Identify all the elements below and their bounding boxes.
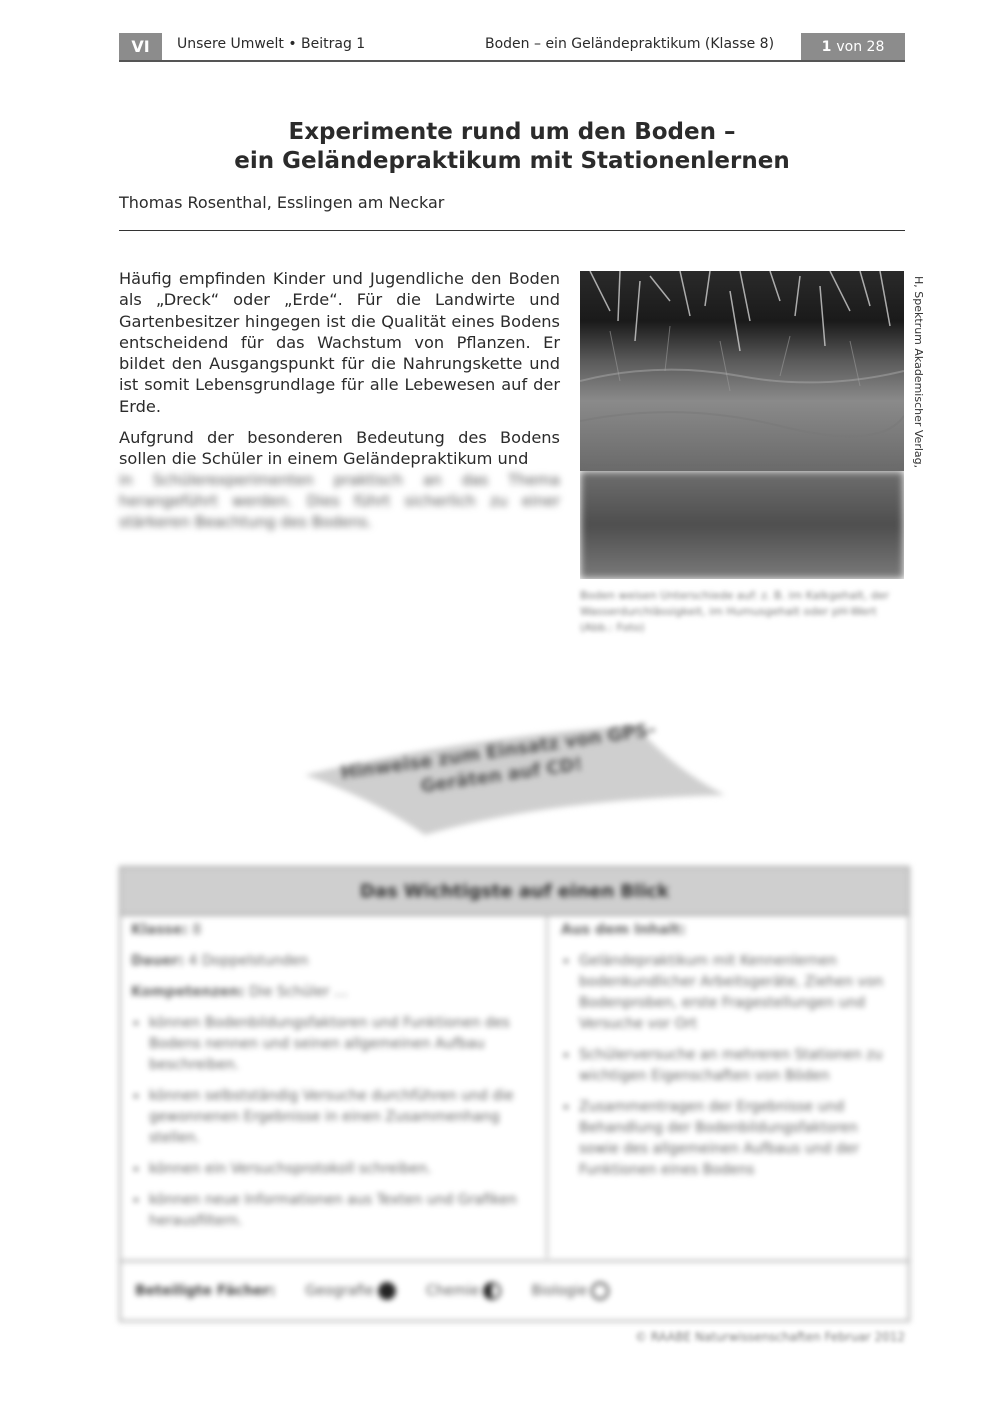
copyright: © RAABE Naturwissenschaften Februar 2012	[634, 1330, 905, 1344]
section-badge: VI	[119, 33, 162, 60]
overview-box	[119, 866, 910, 1322]
title-line-1: Experimente rund um den Boden –	[288, 119, 736, 145]
list-item: • können selbstständig Versuche durchführen und die gewonnenen Ergebnisse in einen Zusammenhang stellen.	[149, 1086, 531, 1149]
intro-blurred: in Schülerexperimenten praktisch an das Thema herangeführt werden. Dies führt sicherlich zu einer stärkeren Beachtung des Bodens.	[119, 471, 560, 531]
overview-right-column	[561, 920, 891, 1191]
kompetenzen-list	[131, 1013, 531, 1232]
inhalt-heading: Aus dem Inhalt:	[561, 922, 686, 938]
soil-photo	[580, 271, 904, 579]
faecher-row	[121, 1260, 908, 1320]
series-label: Unsere Umwelt • Beitrag 1	[177, 36, 366, 52]
klasse-value: 8	[192, 922, 202, 938]
title-rule	[119, 230, 905, 231]
fach-geografie: Geografie	[305, 1282, 396, 1300]
faecher-label: Beteiligte Fächer:	[135, 1283, 276, 1299]
list-item: • Schülerversuche an mehreren Stationen zu wichtigen Eigenschaften von Böden	[579, 1045, 891, 1087]
intro-text	[119, 268, 560, 480]
overview-heading: Das Wichtigste auf einen Blick	[121, 868, 908, 916]
dauer-value: 4 Doppelstunden	[188, 953, 309, 969]
full-circle-icon	[378, 1282, 396, 1300]
soil-photo-blurred	[580, 471, 904, 579]
fach-biologie: Biologie	[531, 1282, 609, 1300]
author: Thomas Rosenthal, Esslingen am Neckar	[119, 193, 445, 212]
page-total: von 28	[836, 38, 885, 55]
dauer-row	[131, 951, 531, 972]
header-rule	[119, 60, 905, 62]
dauer-label: Dauer:	[131, 953, 185, 969]
photo-credit	[909, 276, 929, 576]
list-item: • können neue Informationen aus Texten und Grafiken herausfiltern.	[149, 1190, 531, 1232]
overview-left-column	[131, 920, 531, 1242]
half-circle-icon	[483, 1282, 501, 1300]
soil-photo-visible	[580, 271, 904, 471]
page-current: 1	[821, 38, 832, 55]
list-item: • können Bodenbildungsfaktoren und Funktionen des Bodens nennen und seinen allgemeinen Aufbau beschreiben.	[149, 1013, 531, 1076]
intro-paragraph-2: Aufgrund der besonderen Bedeutung des Bodens sollen die Schüler in einem Geländepraktikum und	[119, 428, 560, 469]
kompetenzen-row	[131, 982, 531, 1003]
page-header	[119, 33, 905, 62]
klasse-row	[131, 920, 531, 941]
list-item: • können ein Versuchsprotokoll schreiben.	[149, 1159, 531, 1180]
list-item: • Zusammentragen der Ergebnisse und Behandlung der Bodenbildungsfaktoren sowie des allgemeinen Aufbaus und der Funktionen eines Bodens	[579, 1097, 891, 1181]
column-divider	[546, 916, 548, 1258]
empty-circle-icon	[591, 1282, 609, 1300]
intro-paragraph-1: Häufig empfinden Kinder und Jugendliche den Boden als „Dreck“ oder „Erde“. Für die Landwirte und Gartenbesitzer hingegen ist die Qualität eines Bodens entscheidend für das Wachstum von Pflanzen. Er bildet den Ausgangspunkt für die Nahrungskette und ist somit Lebensgrundlage für alle Lebewesen auf der Erde.	[119, 269, 560, 416]
list-item: • Geländepraktikum mit Kennenlernen bodenkundlicher Arbeitsgeräte, Ziehen von Bodenproben, erste Fragestellungen und Versuche vor Ort	[579, 951, 891, 1035]
title-line-2: ein Geländepraktikum mit Stationenlernen	[234, 148, 790, 174]
topic-label: Boden – ein Geländepraktikum (Klasse 8)	[485, 36, 775, 52]
photo-credit-text: H, Spektrum Akademischer Verlag,	[912, 276, 925, 469]
kompetenzen-label: Kompetenzen:	[131, 984, 245, 1000]
inhalt-list	[561, 951, 891, 1181]
fach-chemie: Chemie	[426, 1282, 501, 1300]
page-indicator	[801, 33, 905, 60]
cd-banner-text: Hinweise zum Einsatz von GPS-Geräten auf CD!	[339, 719, 657, 798]
photo-caption: Boden weisen Unterschiede auf: z. B. im Kalkgehalt, der Wasserdurchlässigkeit, im Humusgehalt oder pH-Wert (Abb.: Foto)	[580, 589, 889, 634]
klasse-label: Klasse:	[131, 922, 188, 938]
kompetenzen-value: Die Schüler …	[249, 984, 348, 1000]
